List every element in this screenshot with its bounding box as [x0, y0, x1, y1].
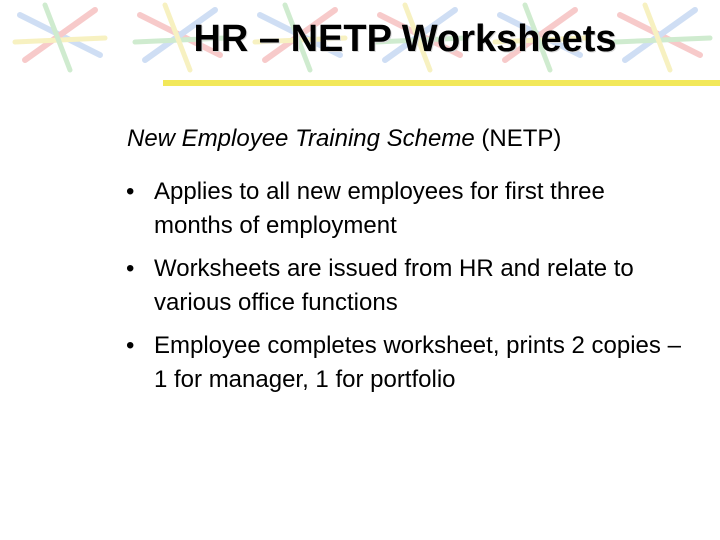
bullet-icon: •: [126, 332, 135, 359]
slide-subtitle: [127, 125, 561, 153]
bullet-text: Employee completes worksheet, prints 2 copies – 1 for manager, 1 for portfolio: [154, 332, 681, 393]
list-item: [126, 329, 686, 397]
bullet-list: [126, 175, 686, 406]
title-underline: [163, 80, 720, 86]
subtitle-acronym-text: (NETP): [474, 125, 562, 152]
subtitle-italic-text: New Employee Training Scheme: [127, 125, 475, 152]
bullet-icon: •: [126, 178, 135, 205]
bullet-icon: •: [126, 255, 135, 282]
list-item: [126, 175, 686, 243]
bullet-text: Applies to all new employees for first three months of employment: [154, 178, 605, 239]
slide-title: HR – NETP Worksheets: [193, 18, 617, 60]
list-item: [126, 252, 686, 320]
bullet-text: Worksheets are issued from HR and relate to various office functions: [154, 255, 634, 316]
